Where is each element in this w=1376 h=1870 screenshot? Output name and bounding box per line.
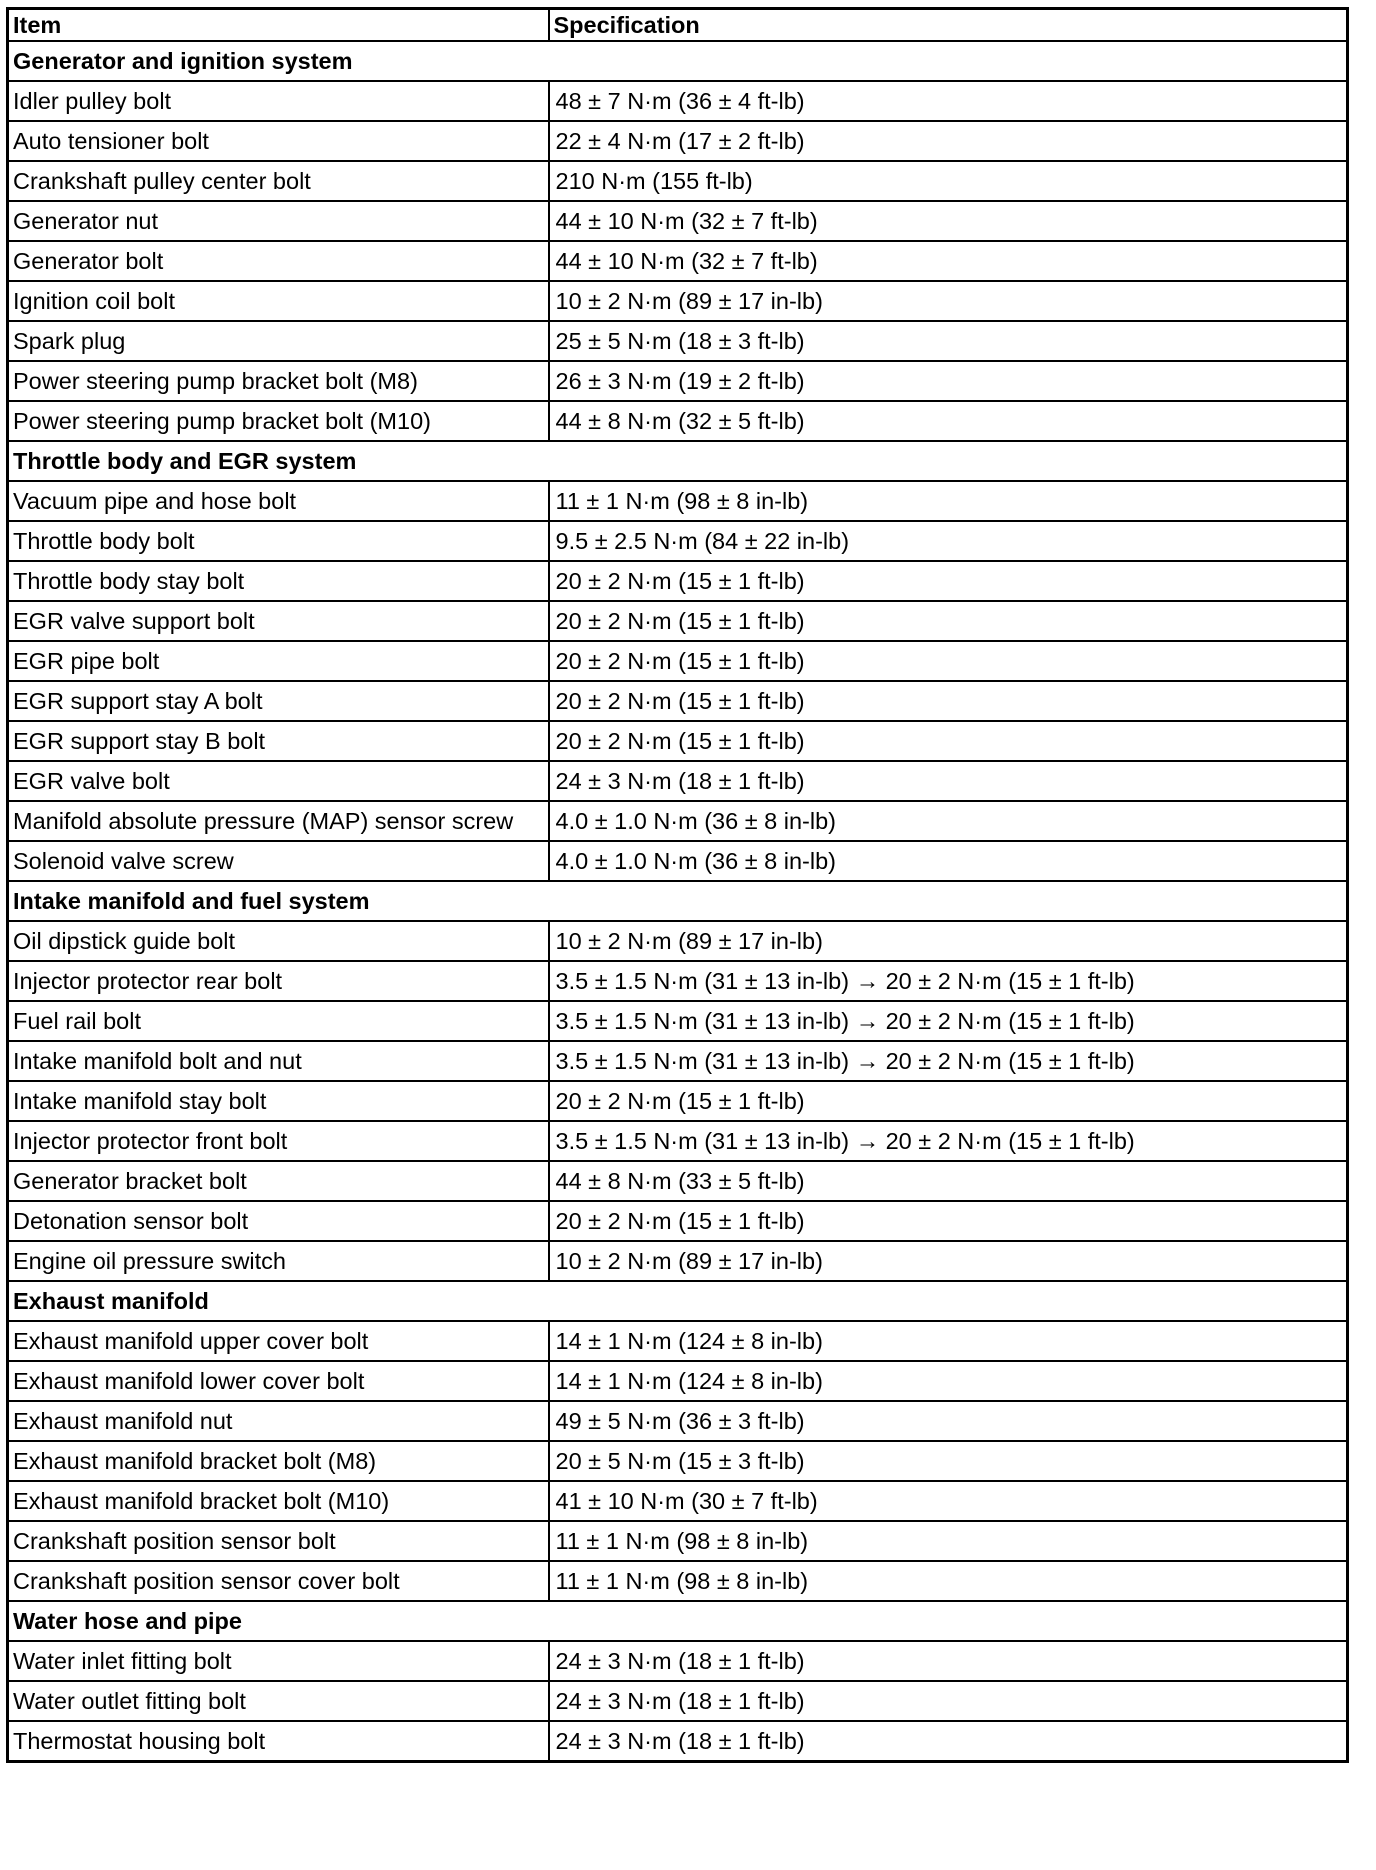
torque-spec-table xyxy=(6,7,1349,1763)
section-header-row xyxy=(8,41,1348,81)
specification-cell: 44 ± 8 N·m (33 ± 5 ft-lb) xyxy=(549,1161,1348,1201)
table-row xyxy=(8,241,1348,281)
item-cell: Crankshaft pulley center bolt xyxy=(8,161,549,201)
table-row xyxy=(8,681,1348,721)
item-cell: Exhaust manifold nut xyxy=(8,1401,549,1441)
specification-cell: 49 ± 5 N·m (36 ± 3 ft-lb) xyxy=(549,1401,1348,1441)
specification-cell: 22 ± 4 N·m (17 ± 2 ft-lb) xyxy=(549,121,1348,161)
table-row xyxy=(8,401,1348,441)
item-cell: Throttle body bolt xyxy=(8,521,549,561)
specification-cell: 3.5 ± 1.5 N·m (31 ± 13 in-lb) → 20 ± 2 N·m (15 ± 1 ft-lb) xyxy=(549,1121,1348,1161)
table-row xyxy=(8,721,1348,761)
item-cell: Power steering pump bracket bolt (M8) xyxy=(8,361,549,401)
table-row xyxy=(8,1001,1348,1041)
specification-cell: 10 ± 2 N·m (89 ± 17 in-lb) xyxy=(549,921,1348,961)
table-row xyxy=(8,321,1348,361)
specification-cell: 24 ± 3 N·m (18 ± 1 ft-lb) xyxy=(549,1681,1348,1721)
specification-cell: 44 ± 10 N·m (32 ± 7 ft-lb) xyxy=(549,241,1348,281)
item-cell: Ignition coil bolt xyxy=(8,281,549,321)
item-cell: Throttle body stay bolt xyxy=(8,561,549,601)
table-row xyxy=(8,1361,1348,1401)
section-header-row xyxy=(8,1601,1348,1641)
specification-cell: 10 ± 2 N·m (89 ± 17 in-lb) xyxy=(549,281,1348,321)
item-cell: Manifold absolute pressure (MAP) sensor screw xyxy=(8,801,549,841)
specification-cell: 44 ± 8 N·m (32 ± 5 ft-lb) xyxy=(549,401,1348,441)
specification-cell: 24 ± 3 N·m (18 ± 1 ft-lb) xyxy=(549,1641,1348,1681)
table-row xyxy=(8,1681,1348,1721)
table-row xyxy=(8,161,1348,201)
table-row xyxy=(8,81,1348,121)
specification-cell: 20 ± 2 N·m (15 ± 1 ft-lb) xyxy=(549,601,1348,641)
table-row xyxy=(8,1561,1348,1601)
specification-cell: 20 ± 2 N·m (15 ± 1 ft-lb) xyxy=(549,1081,1348,1121)
specification-cell: 3.5 ± 1.5 N·m (31 ± 13 in-lb) → 20 ± 2 N·m (15 ± 1 ft-lb) xyxy=(549,1001,1348,1041)
specification-cell: 210 N·m (155 ft-lb) xyxy=(549,161,1348,201)
specification-cell: 20 ± 2 N·m (15 ± 1 ft-lb) xyxy=(549,681,1348,721)
specification-cell: 26 ± 3 N·m (19 ± 2 ft-lb) xyxy=(549,361,1348,401)
specification-cell: 25 ± 5 N·m (18 ± 3 ft-lb) xyxy=(549,321,1348,361)
table-row xyxy=(8,361,1348,401)
section-title: Water hose and pipe xyxy=(8,1601,1348,1641)
specification-cell: 14 ± 1 N·m (124 ± 8 in-lb) xyxy=(549,1361,1348,1401)
section-header-row xyxy=(8,1281,1348,1321)
item-cell: Fuel rail bolt xyxy=(8,1001,549,1041)
specification-cell: 24 ± 3 N·m (18 ± 1 ft-lb) xyxy=(549,1721,1348,1762)
item-cell: Injector protector front bolt xyxy=(8,1121,549,1161)
specification-cell: 20 ± 2 N·m (15 ± 1 ft-lb) xyxy=(549,641,1348,681)
specification-cell: 41 ± 10 N·m (30 ± 7 ft-lb) xyxy=(549,1481,1348,1521)
specification-cell: 20 ± 2 N·m (15 ± 1 ft-lb) xyxy=(549,561,1348,601)
table-row xyxy=(8,1721,1348,1762)
item-cell: Exhaust manifold bracket bolt (M10) xyxy=(8,1481,549,1521)
table-row xyxy=(8,601,1348,641)
table-row xyxy=(8,801,1348,841)
item-cell: Idler pulley bolt xyxy=(8,81,549,121)
item-cell: EGR support stay A bolt xyxy=(8,681,549,721)
table-row xyxy=(8,1481,1348,1521)
table-body xyxy=(8,41,1348,1762)
item-cell: Generator nut xyxy=(8,201,549,241)
specification-cell: 10 ± 2 N·m (89 ± 17 in-lb) xyxy=(549,1241,1348,1281)
section-title: Exhaust manifold xyxy=(8,1281,1348,1321)
table-row xyxy=(8,1321,1348,1361)
table-row xyxy=(8,961,1348,1001)
item-cell: Detonation sensor bolt xyxy=(8,1201,549,1241)
item-cell: Solenoid valve screw xyxy=(8,841,549,881)
specification-cell: 20 ± 5 N·m (15 ± 3 ft-lb) xyxy=(549,1441,1348,1481)
column-header-specification: Specification xyxy=(549,9,1348,42)
section-title: Generator and ignition system xyxy=(8,41,1348,81)
table-row xyxy=(8,561,1348,601)
table-row xyxy=(8,1641,1348,1681)
specification-cell: 20 ± 2 N·m (15 ± 1 ft-lb) xyxy=(549,721,1348,761)
item-cell: Generator bolt xyxy=(8,241,549,281)
section-title: Intake manifold and fuel system xyxy=(8,881,1348,921)
specification-cell: 4.0 ± 1.0 N·m (36 ± 8 in-lb) xyxy=(549,801,1348,841)
specification-cell: 14 ± 1 N·m (124 ± 8 in-lb) xyxy=(549,1321,1348,1361)
header-row xyxy=(8,9,1348,42)
item-cell: EGR support stay B bolt xyxy=(8,721,549,761)
table-row xyxy=(8,1161,1348,1201)
specification-cell: 11 ± 1 N·m (98 ± 8 in-lb) xyxy=(549,1521,1348,1561)
item-cell: Thermostat housing bolt xyxy=(8,1721,549,1762)
specification-cell: 24 ± 3 N·m (18 ± 1 ft-lb) xyxy=(549,761,1348,801)
item-cell: Exhaust manifold lower cover bolt xyxy=(8,1361,549,1401)
item-cell: Exhaust manifold upper cover bolt xyxy=(8,1321,549,1361)
item-cell: Injector protector rear bolt xyxy=(8,961,549,1001)
table-row xyxy=(8,641,1348,681)
item-cell: Intake manifold bolt and nut xyxy=(8,1041,549,1081)
table-row xyxy=(8,1201,1348,1241)
table-row xyxy=(8,1441,1348,1481)
table-row xyxy=(8,921,1348,961)
item-cell: Power steering pump bracket bolt (M10) xyxy=(8,401,549,441)
item-cell: Water inlet fitting bolt xyxy=(8,1641,549,1681)
item-cell: Spark plug xyxy=(8,321,549,361)
item-cell: Crankshaft position sensor bolt xyxy=(8,1521,549,1561)
table-row xyxy=(8,1521,1348,1561)
table-row xyxy=(8,481,1348,521)
specification-cell: 4.0 ± 1.0 N·m (36 ± 8 in-lb) xyxy=(549,841,1348,881)
item-cell: Crankshaft position sensor cover bolt xyxy=(8,1561,549,1601)
table-row xyxy=(8,1401,1348,1441)
specification-cell: 20 ± 2 N·m (15 ± 1 ft-lb) xyxy=(549,1201,1348,1241)
specification-cell: 11 ± 1 N·m (98 ± 8 in-lb) xyxy=(549,481,1348,521)
specification-cell: 3.5 ± 1.5 N·m (31 ± 13 in-lb) → 20 ± 2 N·m (15 ± 1 ft-lb) xyxy=(549,1041,1348,1081)
item-cell: Water outlet fitting bolt xyxy=(8,1681,549,1721)
item-cell: EGR pipe bolt xyxy=(8,641,549,681)
specification-cell: 9.5 ± 2.5 N·m (84 ± 22 in-lb) xyxy=(549,521,1348,561)
column-header-item: Item xyxy=(8,9,549,42)
table-row xyxy=(8,201,1348,241)
table-row xyxy=(8,1081,1348,1121)
specification-cell: 3.5 ± 1.5 N·m (31 ± 13 in-lb) → 20 ± 2 N·m (15 ± 1 ft-lb) xyxy=(549,961,1348,1001)
item-cell: Generator bracket bolt xyxy=(8,1161,549,1201)
item-cell: Engine oil pressure switch xyxy=(8,1241,549,1281)
table-header xyxy=(8,9,1348,42)
item-cell: EGR valve bolt xyxy=(8,761,549,801)
specification-cell: 48 ± 7 N·m (36 ± 4 ft-lb) xyxy=(549,81,1348,121)
section-header-row xyxy=(8,441,1348,481)
table-row xyxy=(8,761,1348,801)
table-row xyxy=(8,841,1348,881)
item-cell: EGR valve support bolt xyxy=(8,601,549,641)
table-row xyxy=(8,1241,1348,1281)
item-cell: Vacuum pipe and hose bolt xyxy=(8,481,549,521)
section-header-row xyxy=(8,881,1348,921)
item-cell: Oil dipstick guide bolt xyxy=(8,921,549,961)
specification-cell: 11 ± 1 N·m (98 ± 8 in-lb) xyxy=(549,1561,1348,1601)
table-row xyxy=(8,521,1348,561)
table-row xyxy=(8,1121,1348,1161)
table-row xyxy=(8,1041,1348,1081)
table-row xyxy=(8,121,1348,161)
item-cell: Auto tensioner bolt xyxy=(8,121,549,161)
specification-cell: 44 ± 10 N·m (32 ± 7 ft-lb) xyxy=(549,201,1348,241)
section-title: Throttle body and EGR system xyxy=(8,441,1348,481)
item-cell: Exhaust manifold bracket bolt (M8) xyxy=(8,1441,549,1481)
table-row xyxy=(8,281,1348,321)
item-cell: Intake manifold stay bolt xyxy=(8,1081,549,1121)
